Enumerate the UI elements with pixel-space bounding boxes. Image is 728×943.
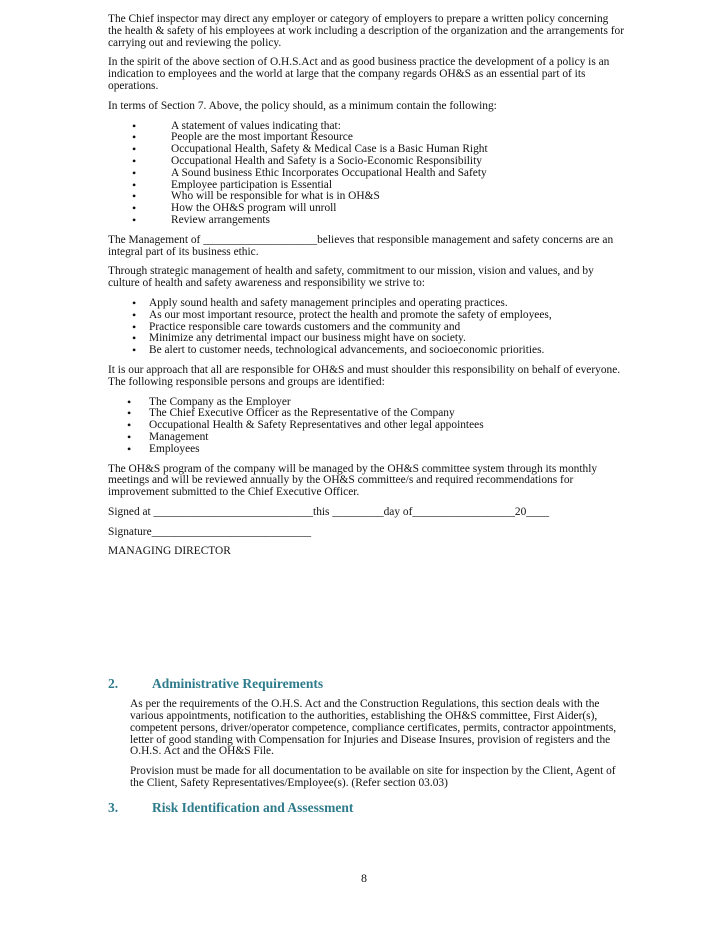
list-item: • Employees: [108, 444, 624, 456]
paragraph-management: The Management of ____________________believes that responsible management and safety concerns are an integral part of its business ethic.: [108, 233, 614, 258]
signature-line: Signature____________________________: [108, 525, 312, 538]
list-item: • Employee participation is Essential: [108, 180, 624, 192]
managing-director-label: MANAGING DIRECTOR: [108, 545, 231, 558]
paragraph-chief-inspector: The Chief inspector may direct any employer or category of employers to prepare a written policy concerning the health & safety of his employees at work including a description of the organization and the arrangements for carrying out and reviewing the policy.: [108, 13, 625, 49]
list-item: • How the OH&S program will unroll: [108, 203, 624, 215]
list-item: • As our most important resource, protect the health and promote the safety of employees,: [108, 310, 624, 322]
list-item: • Occupational Health & Safety Representatives and other legal appointees: [108, 420, 624, 432]
strive-list: [108, 298, 624, 357]
list-item: • Apply sound health and safety management principles and operating practices.: [108, 298, 624, 310]
section-title: Administrative Requirements: [152, 676, 324, 692]
paragraph-approach: It is our approach that all are responsible for OH&S and must shoulder this responsibility on behalf of everyone. The following responsible persons and groups are identified:: [108, 363, 621, 388]
list-item: • Practice responsible care towards customers and the community and: [108, 322, 624, 334]
paragraph-program: The OH&S program of the company will be managed by the OH&S committee system through its monthly meetings and will be reviewed annually by the OH&S committee/s and required recommendations for improvement submitted to the Chief Executive Officer.: [108, 462, 598, 499]
list-item: • A Sound business Ethic Incorporates Occupational Health and Safety: [108, 168, 624, 180]
paragraph-section7: In terms of Section 7. Above, the policy should, as a minimum contain the following:: [108, 99, 497, 112]
list-item: • The Company as the Employer: [108, 397, 624, 409]
list-item: • A statement of values indicating that:: [108, 121, 624, 133]
list-item: • Occupational Health and Safety is a Socio-Economic Responsibility: [108, 156, 624, 168]
section-2-heading: [108, 676, 624, 691]
section-3-heading: [108, 800, 624, 815]
policy-contents-list: [108, 121, 624, 227]
section-number: 3.: [108, 799, 119, 815]
page-number: 8: [361, 871, 367, 885]
section-2-body: [108, 699, 624, 790]
paragraph-spirit: In the spirit of the above section of O.H.S.Act and as good business practice the development of a policy is an indication to employees and the world at large that the company regards OH&S as an essential part of its operations.: [108, 56, 610, 92]
responsible-persons-list: [108, 397, 624, 456]
blank-space: [108, 566, 624, 666]
list-item: • Occupational Health, Safety & Medical Case is a Basic Human Right: [108, 144, 624, 156]
list-item: • The Chief Executive Officer as the Representative of the Company: [108, 408, 624, 420]
document-page: [108, 14, 624, 823]
list-item: • Be alert to customer needs, technological advancements, and socioeconomic priorities.: [108, 345, 624, 357]
list-item: • People are the most important Resource: [108, 132, 624, 144]
paragraph-strategic: Through strategic management of health and safety, commitment to our mission, vision and values, and by culture of health and safety awareness and responsibility we strive to:: [108, 265, 594, 290]
section-number: 2.: [108, 676, 119, 692]
paragraph-documentation: Provision must be made for all documentation to be available on site for inspection by the Client, Agent of the Client, Safety Representatives/Employee(s). (Refer section 03.03): [130, 765, 616, 790]
list-item: • Review arrangements: [108, 215, 624, 227]
list-item: • Minimize any detrimental impact our business might have on society.: [108, 333, 624, 345]
list-item: • Who will be responsible for what is in OH&S: [108, 191, 624, 203]
section-title: Risk Identification and Assessment: [152, 799, 354, 815]
paragraph-admin-requirements: As per the requirements of the O.H.S. Act and the Construction Regulations, this section deals with the various appointments, notification to the authorities, establishing the OH&S committee, First Aider(s), competent persons, driver/operator competence, compliance certificates, permits, contractor appointments, letter of good standing with Compensation for Injuries and Disease Insures, provision of registers and the O.H.S. Act and the OH&S File.: [130, 698, 617, 758]
signed-at-line: Signed at ____________________________this _________day of__________________20____: [108, 505, 550, 518]
list-item: • Management: [108, 432, 624, 444]
